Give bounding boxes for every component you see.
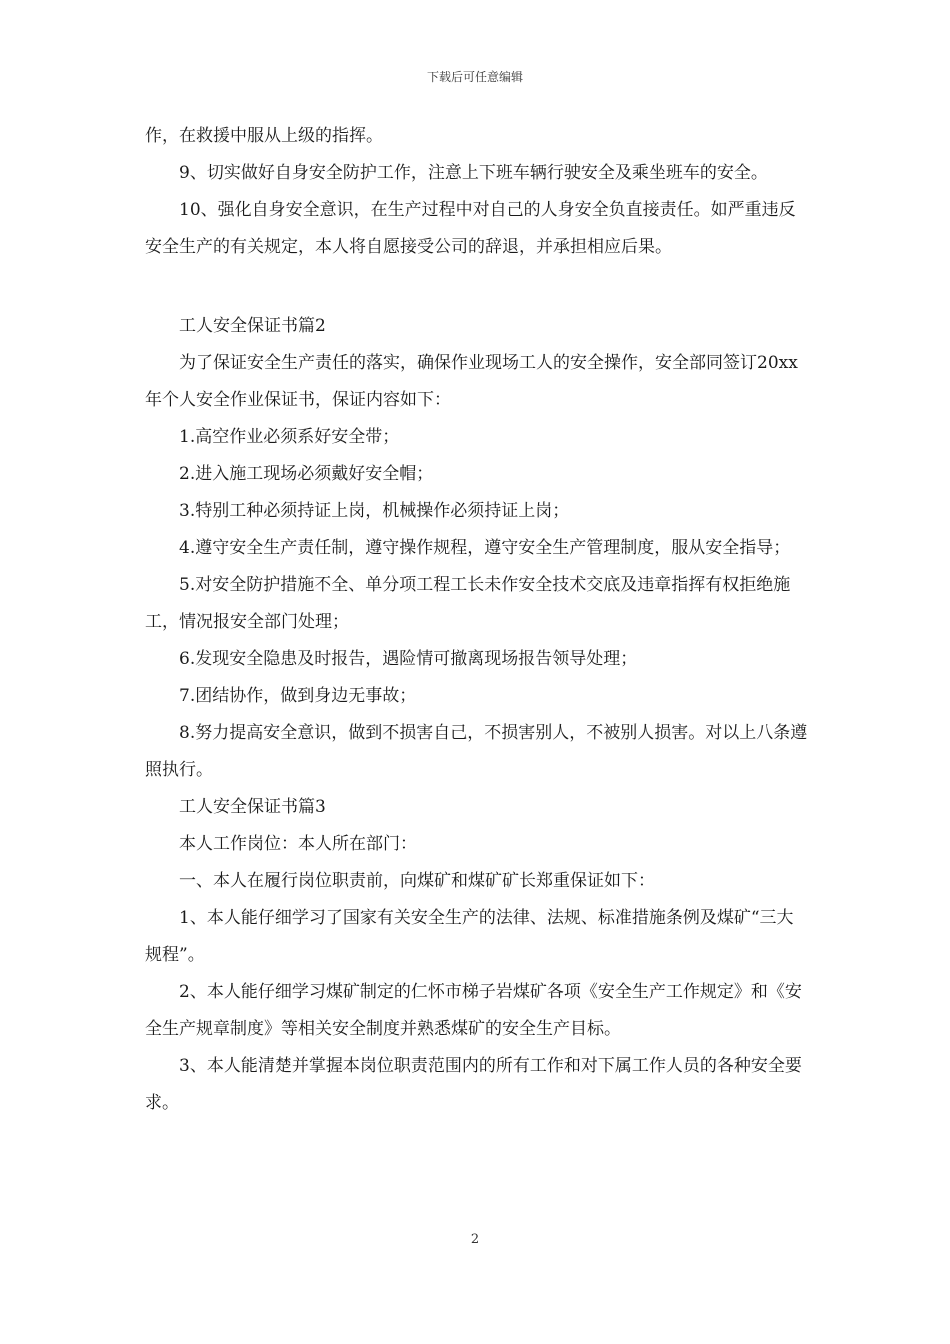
list-item: 3、本人能清楚并掌握本岗位职责范围内的所有工作和对下属工作人员的各种安全要求。 — [145, 1056, 802, 1113]
document-body — [145, 118, 810, 1122]
list-item: 7.团结协作，做到身边无事故； — [179, 686, 417, 706]
paragraph: 为了保证安全生产责任的落实，确保作业现场工人的安全操作，安全部同签订20xx年个人安全作业保证书，保证内容如下： — [145, 353, 798, 410]
list-item: 5.对安全防护措施不全、单分项工程工长未作安全技术交底及违章指挥有权拒绝施工，情况报安全部门处理； — [145, 575, 791, 632]
list-item: 4.遵守安全生产责任制，遵守操作规程，遵守安全生产管理制度，服从安全指导； — [179, 538, 791, 558]
list-item: 6.发现安全隐患及时报告，遇险情可撤离现场报告领导处理； — [179, 649, 638, 669]
paragraph: 作，在救援中服从上级的指挥。 — [145, 126, 383, 146]
list-item: 1、本人能仔细学习了国家有关安全生产的法律、法规、标准措施条例及煤矿“三大规程”。 — [145, 908, 794, 965]
section-heading: 工人安全保证书篇2 — [179, 316, 326, 336]
paragraph: 本人工作岗位：本人所在部门： — [179, 834, 417, 854]
page-header: 下载后可任意编辑 — [426, 70, 523, 84]
section-heading: 工人安全保证书篇3 — [179, 797, 326, 817]
list-item: 2.进入施工现场必须戴好安全帽； — [179, 464, 434, 484]
paragraph: 10、强化自身安全意识，在生产过程中对自己的人身安全负直接责任。如严重违反安全生产的有关规定，本人将自愿接受公司的辞退，并承担相应后果。 — [145, 200, 796, 257]
paragraph: 一、本人在履行岗位职责前，向煤矿和煤矿矿长郑重保证如下： — [179, 871, 655, 891]
page-number: 2 — [470, 1232, 480, 1247]
list-item: 3.特别工种必须持证上岗，机械操作必须持证上岗； — [179, 501, 570, 521]
paragraph: 9、切实做好自身安全防护工作，注意上下班车辆行驶安全及乘坐班车的安全。 — [179, 163, 768, 183]
list-item: 1.高空作业必须系好安全带； — [179, 427, 400, 447]
list-item: 8.努力提高安全意识，做到不损害自己，不损害别人，不被别人损害。对以上八条遵照执行。 — [145, 723, 808, 780]
list-item: 2、本人能仔细学习煤矿制定的仁怀市梯子岩煤矿各项《安全生产工作规定》和《安全生产规章制度》等相关安全制度并熟悉煤矿的安全生产目标。 — [145, 982, 802, 1039]
